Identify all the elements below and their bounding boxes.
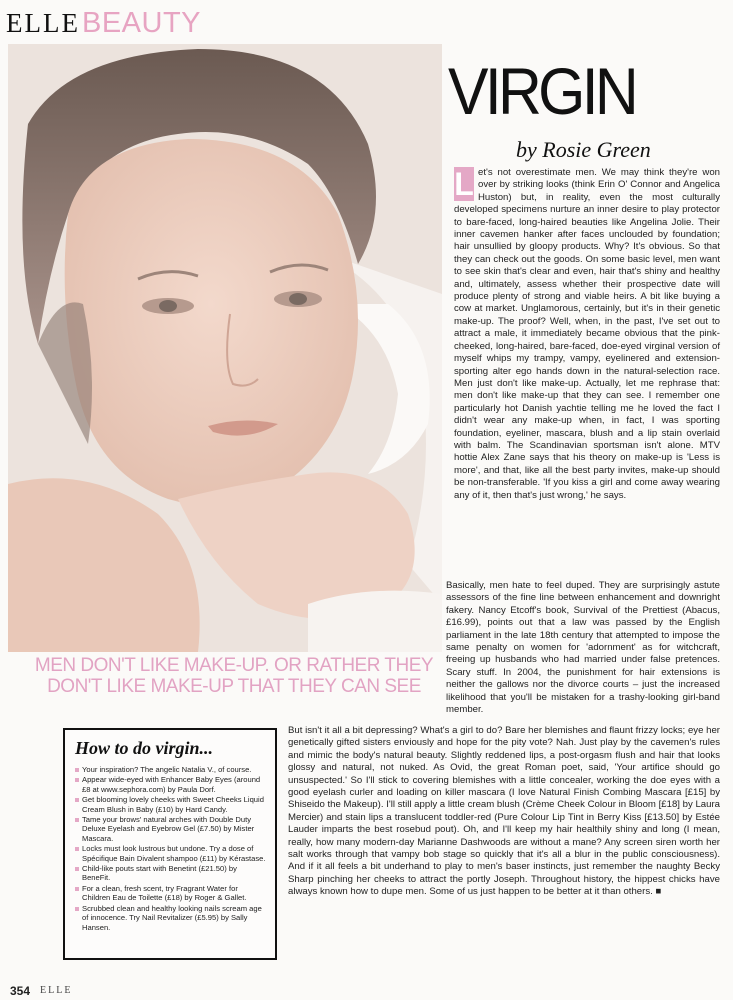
folio-magazine-name: ELLE [40,985,73,996]
how-to-sidebar [63,728,277,960]
paragraph-1: et's not overestimate men. We may think they're won over by striking looks (think Erin O' Connor and Angelica Huston) but, in reality, even the most culturally developed specimens nurture an inner desire to play protector to bare-faced, long-haired beauties like Angelina Jolie. Their inner cavemen hanker after faces unclouded by foundation; hair unsullied by gloopy products. Why? It's obvious. So that they can check out the goods. On some basic level, men want to see skin that's clear and even, hair that's shiny and healthy and, ultimately, assess whether their prospective date will produce plenty of strong and viable heirs. A bit like buying a cow at market. Unglamorous, certainly, but it's in their genetic make-up. The proof? Well, when, in the past, I've set out to attract a male, it immediately became obvious that the pink-cheeked, long-haired, bare-faced, doe-eyed virginal version of myself whips my trampy, vampy, eyelinered and extension-sporting alter ego hands down in the natural-selection race. Men just don't like make-up. Actually, let me rephrase that: men don't like make-up that they can see. I remember one particularly hot Danish yachtie telling me he loved the fact I didn't wear any make-up when, in fact, I was sporting foundation, eyeliner, mascara, blush and a lip stain overlaid with balm. The Scandinavian sportsman isn't alone. MTV hottie Alex Zane says that his theory on make-up is 'Less is more', and that, like all the best party invites, make-up should be non-transferable. 'If you kiss a girl and come away wearing any of it, then that's just wrong,' he says. [454,167,720,501]
sidebar-tip: For a clean, fresh scent, try Fragrant Water for Children Eau de Toilette (£18) by Roger & Gallet. [75,884,267,903]
sidebar-tip: Get blooming lovely cheeks with Sweet Cheeks Liquid Cream Blush in Baby (£10) by Hard Candy. [75,795,267,814]
drop-cap: L [454,166,474,202]
sidebar-tip: Tame your brows' natural arches with Double Duty Deluxe Eyelash and Eyebrow Gel (£7.50) by Mister Mascara. [75,815,267,843]
article-body-right [454,167,720,502]
article-body-bottom [288,725,720,899]
page-number: 354 [10,984,31,998]
pull-quote: MEN DON'T LIKE MAKE-UP. OR RATHER THEY DON'T LIKE MAKE-UP THAT THEY CAN SEE [34,655,434,697]
portrait-illustration [8,44,442,652]
portrait-photo [8,44,442,652]
sidebar-title: How to do virgin... [75,738,214,758]
sidebar-tip: Locks must look lustrous but undone. Try a dose of Spécifique Bain Divalent shampoo (£11) by Kérastase. [75,844,267,863]
paragraph-3: But isn't it all a bit depressing? What's a girl to do? Bare her blemishes and flaunt frizzy locks; eye her genetically gifted sisters enviously and hope for the pity vote? Nah. Just play by the cavemen's rules and mimic the body's natural beauty. Slightly reddened lips, a post-orgasm flush and hair that looks glossy and natural, not nuked. As Ovid, the great Roman poet, said, 'Your artifice should go unsuspected.' So I'll stick to covering blemishes with a little concealer, working the doe eyes with a good eyelash curler and loading on killer mascara (I love Natural Finish Combing Mascara [£15] by Shiseido the Makeup). I'll still apply a little cream blush (Crème Cheek Colour in Bloom [£18] by Laura Mercier) and stain lips a translucent toddler-red (Pure Colour Lip Tint in Berry Kiss [£13.50] by Estée Lauder imparts the best rosebud pout). Oh, and I'll keep my hair healthily shiny and long (I mean, really, how many modern-day Marianne Dashwoods are without a mane? Any screen siren worth her salt works through that vampy bob stage so quickly that it's all a blur in the public consciousness). And if it all feels a bit underhand to play to men's baser instincts, just remember the naughty Becky Sharp pinching her cheeks to attract the portly Joseph. Throughout history, the hippest chicks have always known how to dupe men. Some of us just happen to be better at it than others. ■ [288,725,720,898]
section-title: BEAUTY [82,7,202,39]
sidebar-tip: Child-like pouts start with Benetint (£21.50) by BeneFit. [75,864,267,883]
byline: by Rosie Green [516,137,651,162]
sidebar-tip: Your inspiration? The angelic Natalia V., of course. [75,765,267,774]
article-title: VIRGIN [448,54,636,128]
sidebar-tip: Appear wide-eyed with Enhancer Baby Eyes (around £8 at www.sephora.com) by Paula Dorf. [75,775,267,794]
masthead-logo: ELLE [6,8,80,38]
sidebar-tip: Scrubbed clean and healthy looking nails scream age of innocence. Try Nail Revitalizer (£5.95) by Sally Hansen. [75,904,267,932]
paragraph-2: Basically, men hate to feel duped. They are surprisingly astute assessors of the fine line between enhancement and downright fakery. Nancy Etcoff's book, Survival of the Prettiest (Abacus, £16.99), points out that a law was passed by the English parliament in the late 18th century that attempted to impose the same penalty on women for 'adornment' as for witchcraft, freeing up husbands who had married under false pretences. Scary stuff. In 2004, the punishment for hair extensions is neither the gallows nor the divorce courts – just the increased likelihood that you'll be mistaken for a trashy-looking girl-band member. [446,580,720,716]
article-body-middle [446,580,720,716]
